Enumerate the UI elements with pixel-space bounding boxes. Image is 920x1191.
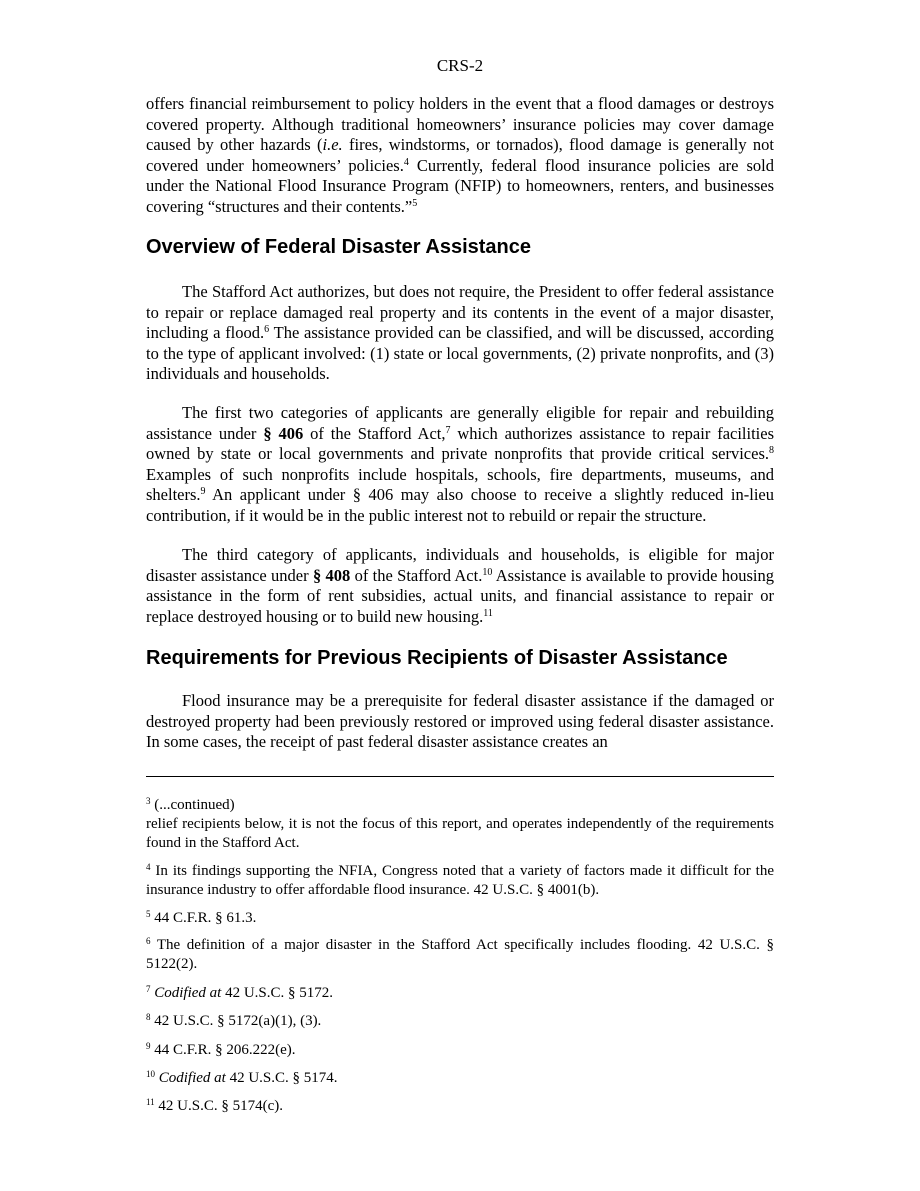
footnote-10: $^{10}$ Codified at 42 U.S.C. § 5174. bbox=[146, 1069, 338, 1086]
footnote-7: $^7$ Codified at 42 U.S.C. § 5172. bbox=[146, 984, 334, 1001]
footnote-4: $^4$ In its findings supporting the NFIA, Congress noted that a variety of factors made it difficult for the insurance industry to offer affordable flood insurance. 42 U.S.C. § 4001(b). bbox=[146, 862, 774, 898]
footnote-3-head: $^3$ (...continued) bbox=[146, 796, 235, 813]
footnote-11: $^{11}$ 42 U.S.C. § 5174(c). bbox=[146, 1097, 283, 1114]
footnote-ref-8: 8 bbox=[769, 445, 774, 456]
footnote-9: $^9$ 44 C.F.R. § 206.222(e). bbox=[146, 1041, 296, 1058]
footnote-ref-7: 7 bbox=[445, 424, 451, 436]
paragraph-section-406: The first two categories of applicants are generally eligible for repair and rebuilding assistance under § 406 of the Stafford Act,$^7$ which authorizes assistance to repair facilities owned by state or local governments and private nonprofits that provide critical services.$^8$ Examples of such nonprofits include hospitals, schools, fire departments, museums, and shelters.$^9$ An applicant under § 406 may also choose to receive a slightly reduced in-lieu contribution, if it would be in the public interest not to rebuild or repair the structure. bbox=[146, 403, 775, 525]
intro-paragraph: offers financial reimbursement to policy holders in the event that a flood damages or destroys covered property. Although traditional homeowners’ insurance policies may cover damage caused by other hazards (i.e. fires, windstorms, or tornados), flood damage is generally not covered under homeowners’ policies.$^4$ Currently, federal flood insurance policies are sold under the National Flood Insurance Program (NFIP) to homeowners, renters, and businesses covering “structures and their contents.”$^5$ bbox=[146, 94, 774, 216]
footnote-ref-11: 11 bbox=[483, 607, 493, 619]
section-heading-overview: Overview of Federal Disaster Assistance bbox=[146, 236, 531, 258]
footnote-ref-10: 10 bbox=[482, 566, 493, 578]
paragraph-stafford-act: The Stafford Act authorizes, but does not require, the President to offer federal assistance to repair or replace damaged real property and its contents in the event of a major disaster, including a flood.$^6$ The assistance provided can be classified, and will be discussed, according to the type of applicant involved: (1) state or local governments, (2) private nonprofits, and (3) individuals and households. bbox=[146, 282, 775, 383]
footnote-divider bbox=[146, 776, 774, 777]
footnote-ref-4: 4 bbox=[403, 156, 409, 168]
page-number: CRS-2 bbox=[436, 56, 484, 75]
footnote-ref-5: 5 bbox=[412, 197, 418, 209]
footnote-ref-6: 6 bbox=[264, 324, 270, 335]
footnote-6: $^6$ The definition of a major disaster in the Stafford Act specifically includes flooding. 42 U.S.C. § 5122(2). bbox=[146, 936, 774, 972]
footnote-5: $^5$ 44 C.F.R. § 61.3. bbox=[146, 909, 257, 926]
footnote-8: $^8$ 42 U.S.C. § 5172(a)(1), (3). bbox=[146, 1012, 322, 1029]
paragraph-section-408: The third category of applicants, individuals and households, is eligible for major disaster assistance under § 408 of the Stafford Act.$^{10}$ Assistance is available to provide housing assistance in the form of rent subsidies, actual units, and financial assistance to repair or replace destroyed housing or to build new housing.$^{11}$ bbox=[146, 545, 775, 626]
footnote-3-text: relief recipients below, it is not the focus of this report, and operates independently of the requirements found in the Stafford Act. bbox=[146, 816, 774, 851]
footnote-ref-9: 9 bbox=[200, 486, 206, 497]
paragraph-flood-insurance: Flood insurance may be a prerequisite for federal disaster assistance if the damaged or destroyed property had been previously restored or improved using federal disaster assistance. In some cases, the receipt of past federal disaster assistance creates an bbox=[146, 691, 774, 751]
section-heading-requirements: Requirements for Previous Recipients of Disaster Assistance bbox=[146, 647, 728, 669]
